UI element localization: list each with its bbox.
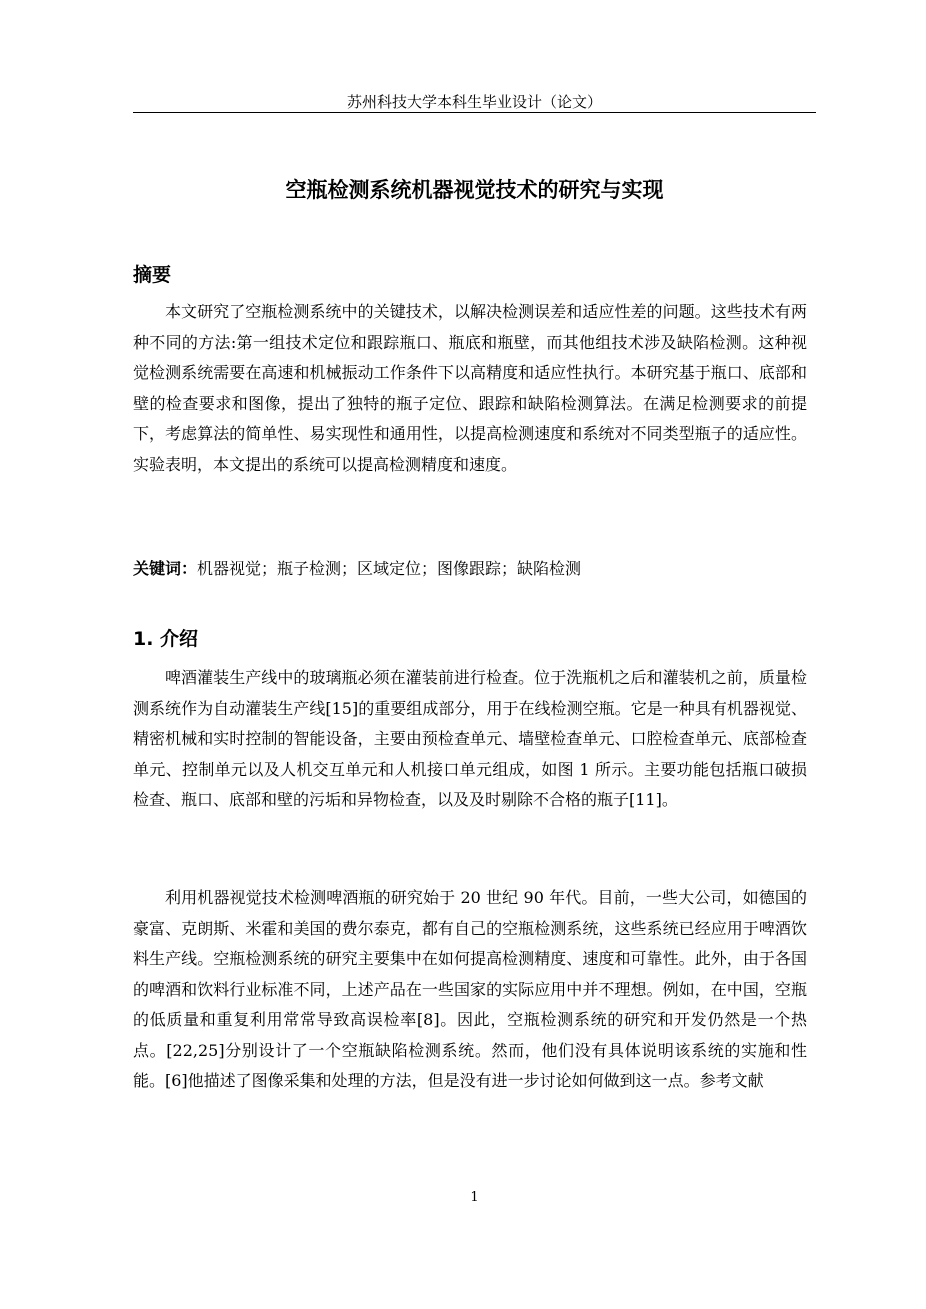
intro-paragraph-2: 利用机器视觉技术检测啤酒瓶的研究始于 20 世纪 90 年代。目前，一些大公司，如德国的豪富、克朗斯、米霍和美国的费尔泰克，都有自己的空瓶检测系统，这些系统已经应用于啤酒饮料生产线。空瓶检测系统的研究主要集中在如何提高检测精度、速度和可靠性。此外，由于各国的啤酒和饮料行业标准不同，上述产品在一些国家的实际应用中并不理想。例如，在中国，空瓶的低质量和重复利用常常导致高误检率[8]。因此，空瓶检测系统的研究和开发仍然是一个热点。[22,25]分别设计了一个空瓶缺陷检测系统。然而，他们没有具体说明该系统的实施和性能。[6]他描述了图像采集和处理的方法，但是没有进一步讨论如何做到这一点。参考文献 [133, 888, 807, 1090]
intro-paragraph-1: 啤酒灌装生产线中的玻璃瓶必须在灌装前进行检查。位于洗瓶机之后和灌装机之前，质量检测系统作为自动灌装生产线[15]的重要组成部分，用于在线检测空瓶。它是一种具有机器视觉、精密机械和实时控制的智能设备，主要由预检查单元、墙壁检查单元、口腔检查单元、底部检查单元、控制单元以及人机交互单元和人机接口单元组成，如图 1 所示。主要功能包括瓶口破损检查、瓶口、底部和壁的污垢和异物检查，以及及时剔除不合格的瓶子[11]。 [133, 668, 807, 809]
keywords-line [133, 555, 816, 583]
page-number: 1 [470, 1190, 479, 1205]
keywords-label: 关键词： [133, 559, 198, 578]
intro-heading: 1. 介绍 [133, 628, 199, 650]
keywords-text: 机器视觉；瓶子检测；区域定位；图像跟踪；缺陷检测 [197, 559, 582, 578]
abstract-heading: 摘要 [133, 264, 172, 286]
abstract-paragraph: 本文研究了空瓶检测系统中的关键技术，以解决检测误差和适应性差的问题。这些技术有两种不同的方法:第一组技术定位和跟踪瓶口、瓶底和瓶壁，而其他组技术涉及缺陷检测。这种视觉检测系统需要在高速和机械振动工作条件下以高精度和适应性执行。本研究基于瓶口、底部和壁的检查要求和图像，提出了独特的瓶子定位、跟踪和缺陷检测算法。在满足检测要求的前提下，考虑算法的简单性、易实现性和通用性，以提高检测速度和系统对不同类型瓶子的适应性。实验表明，本文提出的系统可以提高检测精度和速度。 [133, 302, 807, 474]
header-rule [133, 112, 816, 113]
paper-title: 空瓶检测系统机器视觉技术的研究与实现 [285, 178, 664, 202]
running-header: 苏州科技大学本科生毕业设计（论文） [346, 93, 602, 111]
